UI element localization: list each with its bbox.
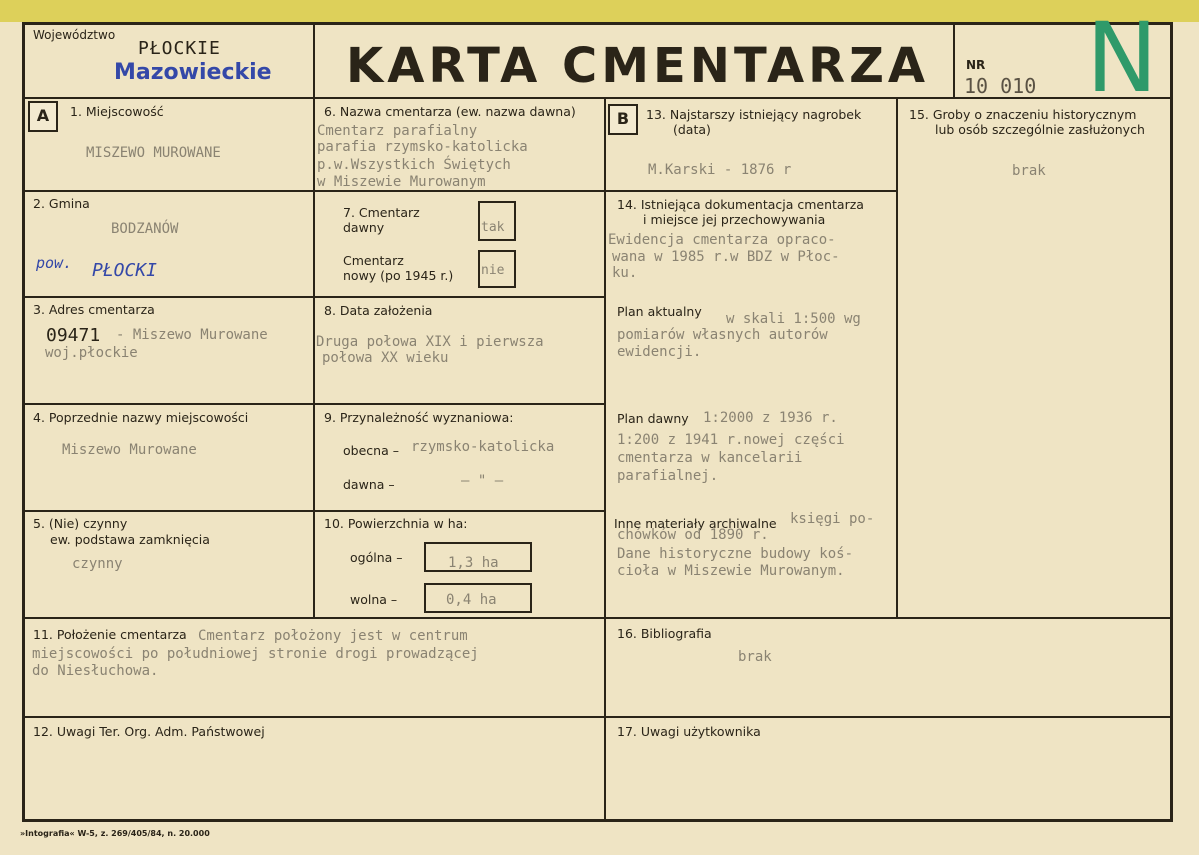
field7-nowy-value: nie xyxy=(481,263,505,278)
field14-line2: wana w 1985 r.w BDZ w Płoc- xyxy=(612,249,840,265)
row3-rule xyxy=(22,403,606,405)
field5-sublabel: ew. podstawa zamknięcia xyxy=(50,532,210,547)
field6-line4: w Miszewie Murowanym xyxy=(317,174,486,190)
col1-divider xyxy=(313,22,315,619)
field8-label: 8. Data założenia xyxy=(324,303,433,318)
field8-line2: połowa XX wieku xyxy=(322,350,449,366)
plan-aktualny-line2: pomiarów własnych autorów xyxy=(617,327,828,343)
nr-label: NR xyxy=(966,58,986,72)
field10-ogolna-value: 1,3 ha xyxy=(448,555,499,571)
field11-line1: Cmentarz położony jest w centrum xyxy=(198,628,468,644)
field13-sublabel: (data) xyxy=(673,122,711,137)
field13-value: M.Karski - 1876 r xyxy=(648,162,792,178)
field2-hand-value: PŁOCKI xyxy=(92,260,158,281)
field4-value: Miszewo Murowane xyxy=(62,442,197,458)
field14-label: 14. Istniejąca dokumentacja cmentarza xyxy=(617,197,864,212)
field6-line1: Cmentarz parafialny xyxy=(317,123,478,139)
row6-rule xyxy=(22,716,1172,718)
section-b-box: B xyxy=(608,104,638,135)
plan-dawny-line3: cmentarza w kancelarii xyxy=(617,450,803,466)
field9-dawna-value: – " – xyxy=(461,473,504,489)
nr-value: 10 010 xyxy=(964,74,1037,98)
inne-line3: Dane historyczne budowy koś- xyxy=(617,546,854,562)
field5-label: 5. (Nie) czynny xyxy=(33,516,128,531)
plan-dawny-label: Plan dawny xyxy=(617,411,689,426)
field10-ogolna-label: ogólna – xyxy=(350,550,403,565)
row1-rule xyxy=(22,190,606,192)
field6-line2: parafia rzymsko-katolicka xyxy=(317,139,528,155)
field9-label: 9. Przynależność wyznaniowa: xyxy=(324,410,514,425)
field16-label: 16. Bibliografia xyxy=(617,626,712,641)
inne-line1: księgi po- xyxy=(790,511,875,527)
row2-rule xyxy=(22,296,606,298)
plan-aktualny-line1: w skali 1:500 wg xyxy=(726,311,861,327)
field3-value-line2: woj.płockie xyxy=(45,345,138,361)
plan-dawny-line2: 1:200 z 1941 r.nowej części xyxy=(617,432,845,448)
field9-dawna-label: dawna – xyxy=(343,477,395,492)
field14-line3: ku. xyxy=(612,265,638,281)
field9-obecna-label: obecna – xyxy=(343,443,399,458)
wojewodztwo-stamp: Mazowieckie xyxy=(114,60,272,85)
plan-aktualny-label: Plan aktualny xyxy=(617,304,702,319)
field7-nowy-label2: nowy (po 1945 r.) xyxy=(343,268,454,283)
field1-label: 1. Miejscowość xyxy=(70,104,164,119)
field2-label: 2. Gmina xyxy=(33,196,90,211)
field12-label: 12. Uwagi Ter. Org. Adm. Państwowej xyxy=(33,724,265,739)
row4-rule xyxy=(22,510,606,512)
field10-wolna-label: wolna – xyxy=(350,592,398,607)
row5-rule xyxy=(22,617,1172,619)
plan-dawny-line1: 1:2000 z 1936 r. xyxy=(703,410,838,426)
field7-dawny-value: tak xyxy=(481,220,505,235)
field2-hand-prefix: pow. xyxy=(36,254,73,272)
field13-label: 13. Najstarszy istniejący nagrobek xyxy=(646,107,862,122)
col2-divider xyxy=(604,99,606,819)
field3-value-line1: - Miszewo Murowane xyxy=(116,327,268,343)
field15-value: brak xyxy=(1012,163,1046,179)
col3-row1-rule xyxy=(604,190,898,192)
field9-obecna-value: rzymsko-katolicka xyxy=(411,439,555,455)
frame-top xyxy=(22,22,1172,25)
plan-aktualny-line3: ewidencji. xyxy=(617,344,702,360)
print-footer: »Intografia« W-5, z. 269/405/84, n. 20.000 xyxy=(20,829,210,838)
plan-dawny-line4: parafialnej. xyxy=(617,468,719,484)
frame-left xyxy=(22,22,25,822)
field5-value: czynny xyxy=(72,556,123,572)
frame-bottom xyxy=(22,819,1173,822)
field6-label: 6. Nazwa cmentarza (ew. nazwa dawna) xyxy=(324,104,576,119)
field10-label: 10. Powierzchnia w ha: xyxy=(324,516,468,531)
field3-label: 3. Adres cmentarza xyxy=(33,302,155,317)
field15-sublabel: lub osób szczególnie zasłużonych xyxy=(935,122,1145,137)
field4-label: 4. Poprzednie nazwy miejscowości xyxy=(33,410,249,425)
field17-label: 17. Uwagi użytkownika xyxy=(617,724,761,739)
field8-line1: Druga połowa XIX i pierwsza xyxy=(316,334,544,350)
field11-line3: do Niesłuchowa. xyxy=(32,663,159,679)
wojewodztwo-handwritten: PŁOCKIE xyxy=(138,38,221,59)
card-title: KARTA CMENTARZA xyxy=(346,38,930,94)
yellow-top-band xyxy=(0,0,1199,22)
field7-nowy-label1: Cmentarz xyxy=(343,253,404,268)
field11-label: 11. Położenie cmentarza xyxy=(33,627,187,642)
frame-right xyxy=(1170,22,1173,822)
field3-hand-code: 09471 xyxy=(46,325,101,346)
field6-line3: p.w.Wszystkich Świętych xyxy=(317,157,511,173)
section-a-box: A xyxy=(28,101,58,132)
inne-materialy-label: Inne materiały archiwalne xyxy=(614,516,777,531)
nr-divider xyxy=(953,22,955,99)
field7-dawny-label: dawny xyxy=(343,220,385,235)
col3-divider xyxy=(896,99,898,619)
inne-line4: cioła w Miszewie Murowanym. xyxy=(617,563,845,579)
field7-label: 7. Cmentarz xyxy=(343,205,420,220)
field14-sublabel: i miejsce jej przechowywania xyxy=(643,212,826,227)
corner-letter-n: N xyxy=(1086,2,1158,114)
field16-value: brak xyxy=(738,649,772,665)
field15-label: 15. Groby o znaczeniu historycznym xyxy=(909,107,1137,122)
field2-value: BODZANÓW xyxy=(111,221,179,237)
field14-line1: Ewidencja cmentarza opraco- xyxy=(608,232,836,248)
field11-line2: miejscowości po południowej stronie drogi prowadzącej xyxy=(32,646,479,662)
wojewodztwo-label: Województwo xyxy=(33,28,116,42)
inne-line2: chówków od 1890 r. xyxy=(617,527,769,543)
field10-wolna-value: 0,4 ha xyxy=(446,592,497,608)
field1-value: MISZEWO MUROWANE xyxy=(86,145,221,161)
